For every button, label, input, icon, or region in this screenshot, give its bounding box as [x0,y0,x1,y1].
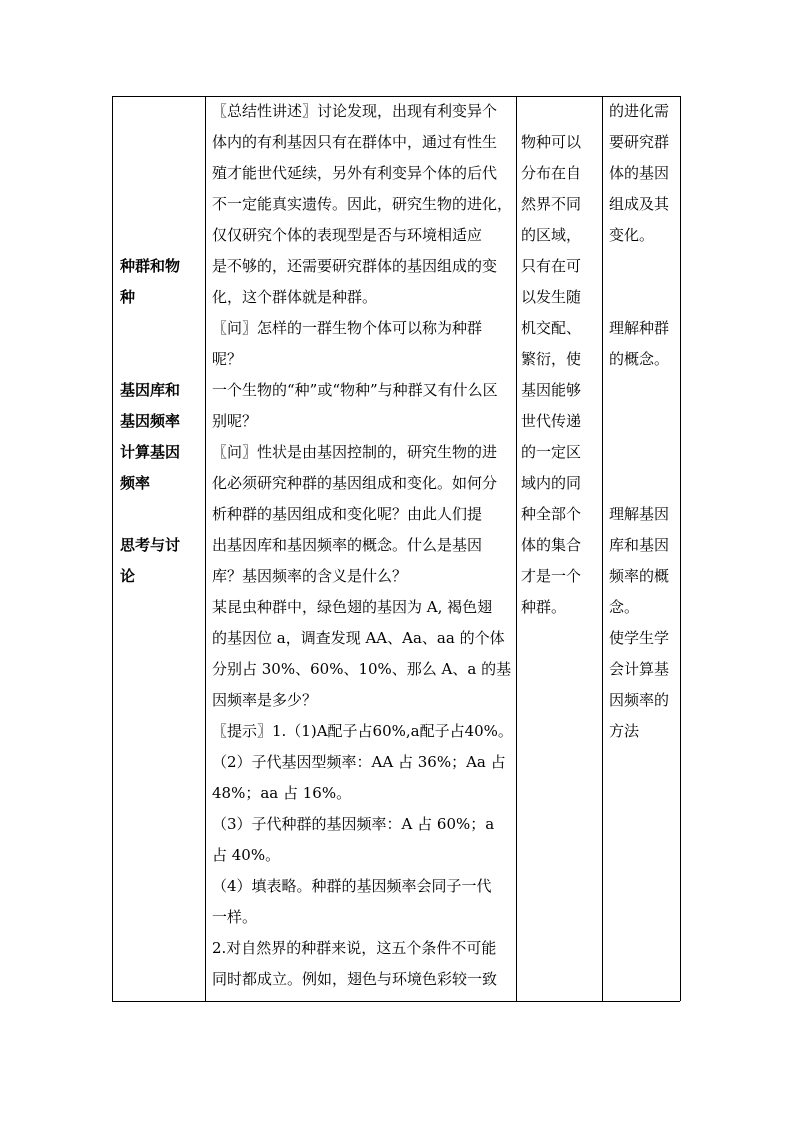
content-line: 化必须研究种群的基因组成和变化。如何分 [212,474,498,492]
content-column [212,96,514,995]
table-border-right [680,96,681,1001]
objective-line: 理解种群 [609,319,670,337]
content-line: 析种群的基因组成和变化呢？由此人们提 [212,505,483,523]
content-line: 因频率是多少？ [212,691,318,709]
content-line: 别呢？ [212,412,258,430]
concept-line: 体的集合 [521,536,582,554]
content-line: 仅仅研究个体的表现型是否与环境相适应 [212,226,483,244]
content-line: 是不够的，还需要研究群体的基因组成的变 [212,257,498,275]
concept-line: 然界不同 [521,195,582,213]
topic-line: 论 [120,567,136,585]
content-line: （3）子代种群的基因频率：A 占 60%；a [212,815,495,833]
objective-line: 变化。 [609,226,655,244]
objective-line: 频率的概 [609,567,670,585]
objective-line: 要研究群 [609,133,670,151]
concept-line: 的一定区 [521,443,582,461]
content-line: 〖问〗性状是由基因控制的，研究生物的进 [212,443,498,461]
topic-line: 计算基因 [120,443,181,461]
objective-line: 方法 [609,722,640,740]
objective-line: 组成及其 [609,195,670,213]
topic-line: 基因库和 [120,381,181,399]
topic-line: 种 [120,288,136,306]
content-line: 体内的有利基因只有在群体中，通过有性生 [212,133,498,151]
topic-line: 频率 [120,474,151,492]
content-line: 殖才能世代延续，另外有利变异个体的后代 [212,164,498,182]
content-line: 不一定能真实遗传。因此，研究生物的进化， [212,195,513,213]
objective-line: 理解基因 [609,505,670,523]
content-line: 库？基因频率的含义是什么？ [212,567,408,585]
concept-line: 种全部个 [521,505,582,523]
table-border-left [112,96,113,1001]
concept-line: 种群。 [521,598,567,616]
objective-line: 的概念。 [609,350,670,368]
content-line: 化，这个群体就是种群。 [212,288,378,306]
content-line: 的基因位 a，调查发现 AA、Aa、aa 的个体 [212,629,505,647]
objective-line: 念。 [609,598,640,616]
content-line: 〖总结性讲述〗讨论发现，出现有利变异个 [212,102,498,120]
content-line: 占 40%。 [212,846,281,864]
content-line: 呢？ [212,350,243,368]
content-line: 一个生物的“种”或“物种”与种群又有什么区 [212,381,498,399]
content-line: 48%；aa 占 16%。 [212,784,352,802]
concept-line: 以发生随 [521,288,582,306]
concept-line: 分布在自 [521,164,582,182]
content-line: 2.对自然界的种群来说，这五个条件不可能 [212,939,497,957]
objective-line: 使学生学 [609,629,670,647]
topic-line: 基因频率 [120,412,181,430]
concept-line: 只有在可 [521,257,582,275]
table-divider-3 [602,96,603,1001]
content-line: （2）子代基因型频率：AA 占 36%；Aa 占 [212,753,506,771]
content-line: 某昆虫种群中，绿色翅的基因为 A, 褐色翅 [212,598,493,616]
content-line: （4）填表略。种群的基因频率会同子一代 [212,877,492,895]
concept-line: 世代传递 [521,412,582,430]
content-line: 一样。 [212,908,258,926]
table-divider-2 [516,96,517,1001]
topic-line: 种群和物 [120,257,181,275]
objective-line: 因频率的 [609,691,670,709]
content-line: 同时都成立。例如，翅色与环境色彩较一致 [212,970,498,988]
content-line: 分别占 30%、60%、10%、那么 A、a 的基 [212,660,512,678]
concept-line: 域内的同 [521,474,582,492]
concept-line: 的区域， [521,226,582,244]
objective-line: 体的基因 [609,164,670,182]
topic-line: 思考与讨 [120,536,181,554]
concept-line: 基因能够 [521,381,582,399]
concept-line: 物种可以 [521,133,582,151]
content-line: 〖问〗怎样的一群生物个体可以称为种群 [212,319,483,337]
concept-line: 才是一个 [521,567,582,585]
objective-line: 的进化需 [609,102,670,120]
concept-column [521,127,601,623]
content-line: 〖提示〗1.（1)A配子占60%,a配子占40%。 [212,722,513,740]
table-divider-1 [205,96,206,1001]
concept-line: 机交配、 [521,319,582,337]
objective-line: 库和基因 [609,536,670,554]
objective-line: 会计算基 [609,660,670,678]
concept-line: 繁衍，使 [521,350,582,368]
content-line: 出基因库和基因频率的概念。什么是基因 [212,536,483,554]
